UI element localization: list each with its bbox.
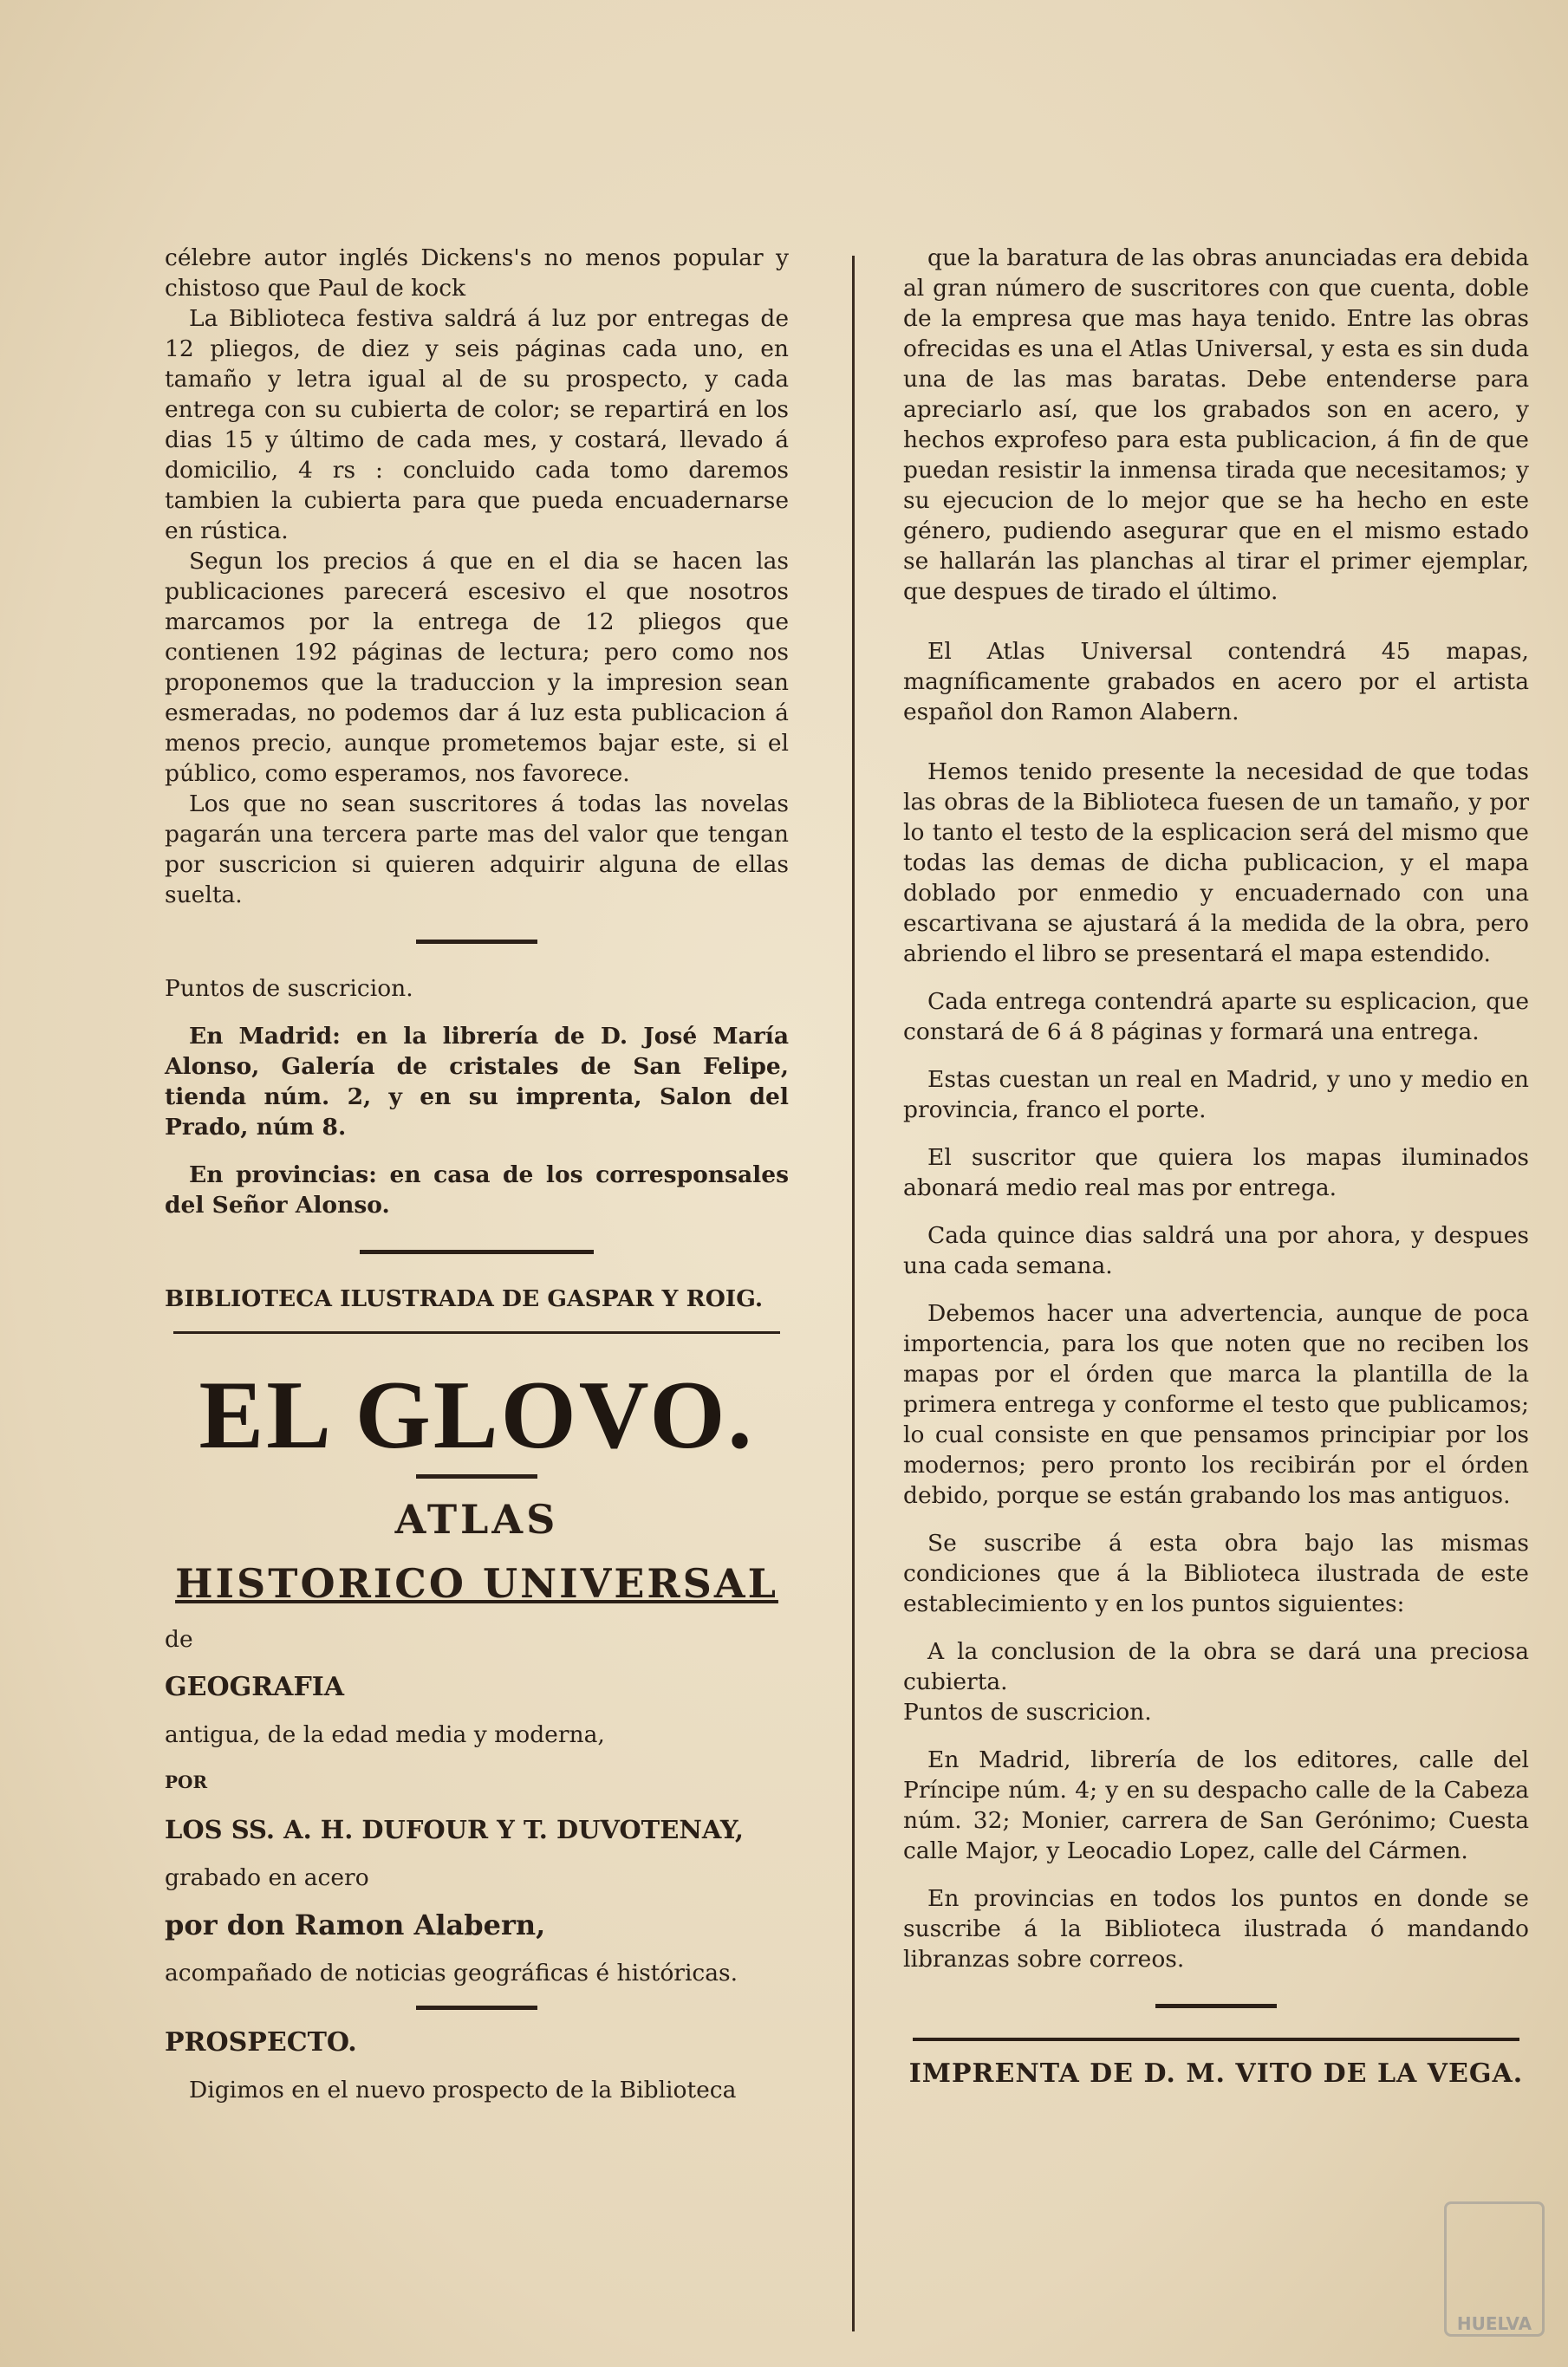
biblioteca-heading: BIBLIOTECA ILUSTRADA DE GASPAR Y ROIG. bbox=[165, 1285, 764, 1312]
title-historico-universal: HISTORICO UNIVERSAL bbox=[175, 1560, 778, 1607]
paragraph-cubierta: A la conclusion de la obra se dará una preciosa cubierta. bbox=[903, 1638, 1529, 1695]
text-acompanado: acompañado de noticias geográficas é históricas. bbox=[165, 1960, 738, 1987]
prospecto-heading: PROSPECTO. bbox=[165, 2027, 357, 2058]
paragraph-precios: Segun los precios á que en el dia se hacen las publicaciones parecerá escesivo el que nosotros marcamos por la entrega de 12 pliegos que contienen 192 páginas de lectura; pero como nos proponemos que la traduccion y la impresion sean esmeradas, no podemos dar á luz esta publicacion á menos precio, aunque prometemos bajar este, si el público, como esperamos, nos favorece. bbox=[165, 548, 789, 787]
paragraph-quince-dias: Cada quince dias saldrá una por ahora, y despues una cada semana. bbox=[903, 1222, 1529, 1279]
paragraph-baratura: que la baratura de las obras anunciadas era debida al gran número de suscritores con que cuenta, doble de la empresa que mas haya tenido. Entre las obras ofrecidas es una el Atlas Universal, y esta es sin duda una de las mas baratas. Debe entenderse para apreciarlo así, que los grabados son en acero, y hechos exprofeso para esta publicacion, á fin de que puedan resistir la inmensa tirada que necesitamos; y su ejecucion de lo mejor que se ha hecho en este género, pudiendo asegurar que en el mismo estado se hallarán las planchas al tirar el primer ejemplar, que despues de tirado el último. bbox=[903, 244, 1530, 605]
paragraph-dickens: célebre autor inglés Dickens's no menos popular y chistoso que Paul de kock bbox=[165, 244, 789, 302]
paragraph-iluminados: El suscritor que quiera los mapas iluminados abonará medio real mas por entrega. bbox=[903, 1144, 1529, 1201]
paragraph-madrid-right: En Madrid, librería de los editores, calle del Príncipe núm. 4; y en su despacho calle de la Cabeza núm. 32; Monier, carrera de San Gerónimo; Cuesta calle Major, y Leocadio Lopez, calle del Cármen. bbox=[903, 1746, 1529, 1864]
paragraph-atlas-contendra: El Atlas Universal contendrá 45 mapas, magníficamente grabados en acero por el artista español don Ramon Alabern. bbox=[903, 638, 1529, 725]
puntos-heading-right: Puntos de suscricion. bbox=[903, 1699, 1152, 1726]
paragraph-tamano: Hemos tenido presente la necesidad de que todas las obras de la Biblioteca fuesen de un tamaño, y por lo tanto el testo de la esplicacion será del mismo que todas las demas de dicha publicacion, y el mapa doblado por enmedio y encuadernado con una escartivana se ajustará á la medida de la obra, pero abriendo el libro se presentará el mapa estendido. bbox=[903, 758, 1529, 967]
text-authors: LOS SS. A. H. DUFOUR Y T. DUVOTENAY, bbox=[165, 1815, 744, 1844]
text-de: de bbox=[165, 1626, 193, 1653]
paragraph-biblioteca-festiva: La Biblioteca festiva saldrá á luz por entregas de 12 pliegos, de diez y seis páginas cada uno, en tamaño y letra igual al de su prospecto, y cada entrega con su cubierta de color; se repartirá en los dias 15 y último de cada mes, y costará, llevado á domicilio, 4 rs : concluido cada tomo daremos tambien la cubierta para que pueda encuadernarse en rústica. bbox=[165, 305, 789, 544]
text-por-don: por don Ramon Alabern, bbox=[165, 1909, 546, 1941]
paragraph-provincias-left: En provincias: en casa de los corresponsales del Señor Alonso. bbox=[165, 1161, 789, 1219]
text-geografia: GEOGRAFIA bbox=[165, 1672, 345, 1702]
text-grabado: grabado en acero bbox=[165, 1864, 369, 1891]
paragraph-advertencia: Debemos hacer una advertencia, aunque de poca importencia, para los que noten que no reciben los mapas por el órden que marca la plantilla de la primera entrega y conforme el testo que publicamos; lo cual consiste en que pensamos principiar por los modernos; pero pronto los recibirán por el órden debido, porque se están grabando los mas antiguos. bbox=[903, 1300, 1529, 1509]
library-stamp bbox=[1444, 2201, 1545, 2337]
column-divider bbox=[852, 256, 855, 2331]
puntos-heading-left: Puntos de suscricion. bbox=[165, 975, 413, 1002]
left-column bbox=[165, 243, 789, 2105]
right-column bbox=[903, 243, 1529, 2089]
text-por: POR bbox=[165, 1772, 208, 1792]
title-atlas: ATLAS bbox=[394, 1496, 559, 1543]
paragraph-condiciones: Se suscribe á esta obra bajo las mismas condiciones que á la Biblioteca ilustrada de este establecimiento y en los puntos siguientes: bbox=[903, 1530, 1529, 1617]
paragraph-cuestan: Estas cuestan un real en Madrid, y uno y medio en provincia, franco el porte. bbox=[903, 1066, 1529, 1123]
paragraph-provincias-right: En provincias en todos los puntos en donde se suscribe á la Biblioteca ilustrada ó mandando libranzas sobre correos. bbox=[903, 1885, 1529, 1973]
imprint-line: IMPRENTA DE D. M. VITO DE LA VEGA. bbox=[908, 2058, 1524, 2089]
paragraph-digimos: Digimos en el nuevo prospecto de la Biblioteca bbox=[189, 2077, 737, 2104]
paragraph-esplicacion: Cada entrega contendrá aparte su esplicacion, que constará de 6 á 8 páginas y formará una entrega. bbox=[903, 988, 1529, 1045]
stamp-text: HUELVA bbox=[1456, 2313, 1532, 2334]
title-el-glovo: EL GLOVO. bbox=[198, 1362, 755, 1469]
paragraph-no-suscritores: Los que no sean suscritores á todas las novelas pagarán una tercera parte mas del valor que tengan por suscricion si quieren adquirir alguna de ellas suelta. bbox=[165, 790, 789, 908]
text-antigua: antigua, de la edad media y moderna, bbox=[165, 1721, 605, 1748]
paragraph-madrid-left: En Madrid: en la librería de D. José María Alonso, Galería de cristales de San Felipe, tienda núm. 2, y en su imprenta, Salon del Prado, núm 8. bbox=[165, 1023, 789, 1141]
